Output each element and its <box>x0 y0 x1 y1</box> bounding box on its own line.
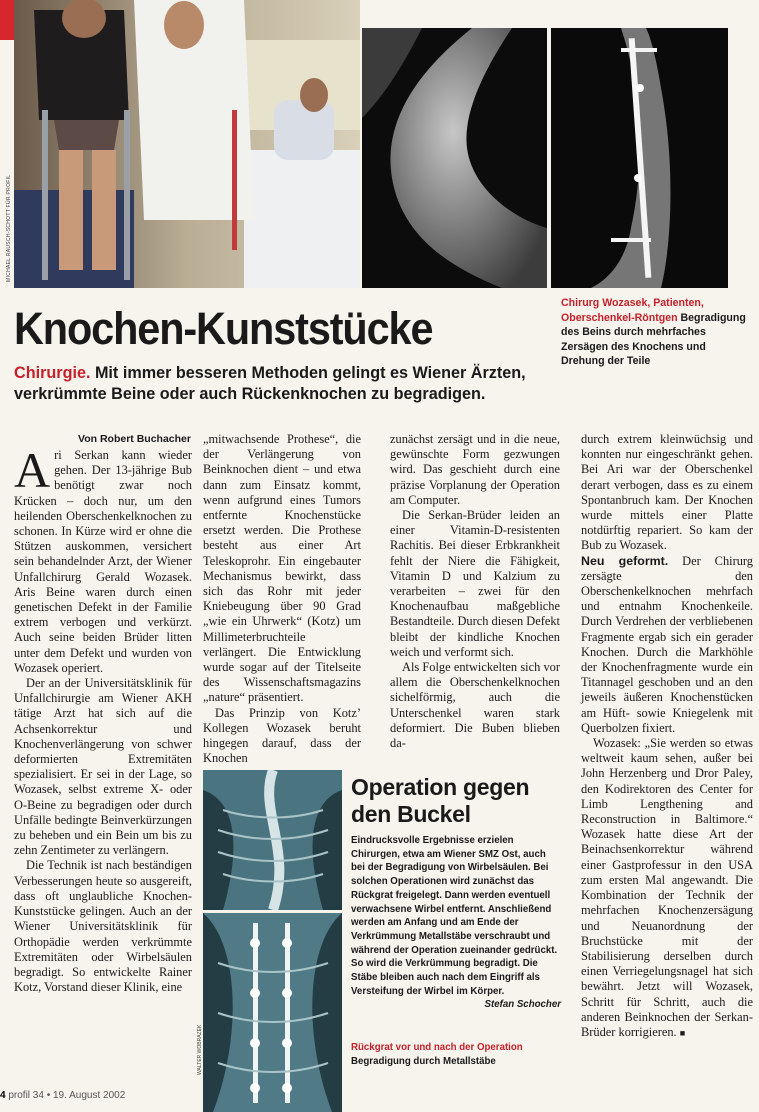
paragraph-text: ri Serkan kann wieder gehen. Der 13-jährige Bub benötigt zwar noch Krücken – doch nur, um den heilenden Oberschenkelknochen zu schonen. In Kürze wird er ohne die Stützen auskommen, versichert sein behandelnder Arzt, der Wiener Unfallchirurg Gerald Wozasek. Aris Beine waren durch einen genetischen Defekt in der Familie extrem verbogen und verkürzt. Auch seine beiden Brüder litten unter dem Defekt und wurden von Wozasek operiert. <box>14 448 192 675</box>
xray-before <box>362 28 547 288</box>
paragraph: Der an der Universitätsklinik für Unfallchirurgie am Wiener AKH tätige Arzt hat sich auf die Achsenkorrektur und Knochenverlängerung von schwer deformierten Extremitäten spezialisiert. Er sei in der Lage, so Wozasek, selbst extreme X- oder O-Beine zu begradigen oder durch Unfälle bedingte Beinverkürzungen zu beheben und ein Bein um bis zu zehn Zentimeter zu verlängern. <box>14 676 192 858</box>
paragraph-text: Der Chirurg zersägte den Oberschenkelknochen mehrfach und entnahm Knochenkeile. Durch Verdrehen der verbliebenen Fragmente ergab sich ein gerader Knochen. Durch die Markhöhle der Knochenfragmente wurde ein Titannagel geschoben und an den jeweils äußeren Knochenstücken am Hüft- sowie Kniegelenk mit Querbolzen fixiert. <box>581 553 753 735</box>
paragraph: „mitwachsende Prothese“, die der Verlängerung von Beinknochen dient – und etwa dann zum Einsatz kommt, wenn aufgrund eines Tumors entfernte Knochenstücke ersetzt werden. Die Prothese besteht aus einer Art Teleskoprohr. Ein eingebauter Mechanismus bewirkt, dass sich das Rohr mit jeder Kniebeugung über 90 Grad „wie ein Uhrwerk“ (Kotz) um Millimeterbruchteile verlängert. Die Entwicklung wurde sogar auf der Titelseite des Wissenschaftsmagazins „nature“ präsentiert. <box>203 432 361 705</box>
caption-top <box>561 296 751 369</box>
byline: Von Robert Buchacher <box>78 433 191 445</box>
xray-spine-after <box>203 913 342 1112</box>
column-3 <box>390 432 560 751</box>
box-caption-red: Rückgrat vor und nach der Operation <box>351 1042 523 1053</box>
dropcap: A <box>14 442 51 498</box>
photo-credit-left: MICHAEL RAUSCH-SCHOTT FÜR PROFIL <box>6 174 12 282</box>
deck-text: Mit immer besseren Methoden gelingt es Wiener Ärzten, verkrümmte Beine oder auch Rückenknochen zu begradigen. <box>14 364 526 403</box>
box-body <box>351 834 561 1012</box>
column-1 <box>14 442 192 995</box>
box-title: Operation gegen den Buckel <box>351 774 530 827</box>
subhead-lead: Neu geformt. <box>581 553 669 568</box>
caption-top-red: Chirurg Wozasek, Patienten, Oberschenkel-Röntgen <box>561 297 704 324</box>
xray-spine-before <box>203 770 342 910</box>
box-caption-text: Begradigung durch Metallstäbe <box>351 1056 496 1067</box>
box-author: Stefan Schocher <box>484 999 561 1011</box>
corner-mark <box>0 0 14 40</box>
page-number: 4 <box>0 1090 6 1101</box>
paragraph: Die Technik ist nach beständigen Verbesserungen heute so ausgereift, dass oft unglaubliche Knochen-Kunststücke gelingen. Auch an der Wiener Universitätsklinik für Orthopädie werden verkrümmte Extremitäten oder Wirbelsäulen begradigt. So entwickelte Rainer Kotz, Vorstand dieser Klinik, eine <box>14 858 192 995</box>
xray-after <box>551 28 728 288</box>
deck-lead: Chirurgie. <box>14 364 91 382</box>
box-caption <box>351 1041 561 1069</box>
paragraph-text: Wozasek: „Sie werden so etwas weltweit kaum sehen, außer bei John Herzenberg und Dror Paley, den Kodirektoren des Center for Limb Lengthening and Reconstruction in Baltimore.“ Wozasek hatte diese Art der Beinachsenkorrektur während einer Gastprofessur in den USA zum ersten Mal angewandt. Die Kombination der Technik der mehrfachen Knochenzersägung und Neuanordnung der Bruchstücke mit der Stabilisierung derselben durch einen Verriegelungsnagel hat sich bewährt. Jetzt will Wozasek, Schritt für Schritt, auch die anderen Beinknochen der Serkan-Brüder korrigieren. <box>581 736 753 1039</box>
photo-credit-bottom: WALTER WOBRAZEK <box>197 1024 203 1075</box>
end-mark: ■ <box>679 1027 686 1038</box>
issue-date: 19. August 2002 <box>53 1090 126 1101</box>
paragraph <box>14 442 192 676</box>
page-footer <box>0 1090 125 1101</box>
paragraph <box>581 736 753 1041</box>
paragraph <box>581 554 753 736</box>
magazine-name: profil 34 <box>8 1090 44 1101</box>
photo-doctor-patients <box>14 0 360 288</box>
caption-top-text: Begradigung des Beins durch mehrfaches Zersägen des Knochens und Drehung der Teile <box>561 311 746 367</box>
column-2 <box>203 432 361 766</box>
paragraph: durch extrem kleinwüchsig und konnten nur eingeschränkt gehen. Bei Ari war der Oberschenkel derart verbogen, dass es zu einem Spontanbruch kam. Der Knochen wurde mittels einer Platte notdürftig repariert. So kam der Bub zu Wozasek. <box>581 432 753 553</box>
paragraph: Das Prinzip von Kotz’ Kollegen Wozasek beruht hingegen darauf, dass der Knochen <box>203 705 361 766</box>
deck <box>14 363 534 404</box>
paragraph: zunächst zersägt und in die neue, gewünschte Form gezwungen wird. Das geschieht durch eine präzise Vorplanung der Operation am Computer. <box>390 432 560 507</box>
column-4 <box>581 432 753 1041</box>
headline: Knochen-Kunststücke <box>14 303 433 354</box>
footer-separator: • <box>46 1090 51 1101</box>
box-body-text: Eindrucksvolle Ergebnisse erzielen Chirurgen, etwa am Wiener SMZ Ost, auch bei der Begradigung von Wirbelsäulen. Bei solchen Operationen wird zunächst das Rückgrat freigelegt. Dann werden eventuell verwachsene Wirbel entfernt. Anschließend werden am Anfang und am Ende der Verkrümmung Metallstäbe verschraubt und während der Operation zueinander gedrückt. So wird die Verkrümmung begradigt. Die Stäbe bleiben auch nach dem Eingriff als Versteifung der Wirbel im Körper. <box>351 835 558 997</box>
paragraph: Als Folge entwickelten sich vor allem die Oberschenkelknochen sichelförmig, auch die Unterschenkel waren stark deformiert. Die Buben blieben da- <box>390 660 560 751</box>
paragraph: Die Serkan-Brüder leiden an einer Vitamin-D-resistenten Rachitis. Bei dieser Erbkrankheit fehlt der Niere die Fähigkeit, Vitamin D und Kalzium zu verarbeiten – zwei für den Knochenaufbau maßgebliche Bestandteile. Durch diesen Defekt bleibt der kindliche Knochen weich und verformt sich. <box>390 508 560 659</box>
